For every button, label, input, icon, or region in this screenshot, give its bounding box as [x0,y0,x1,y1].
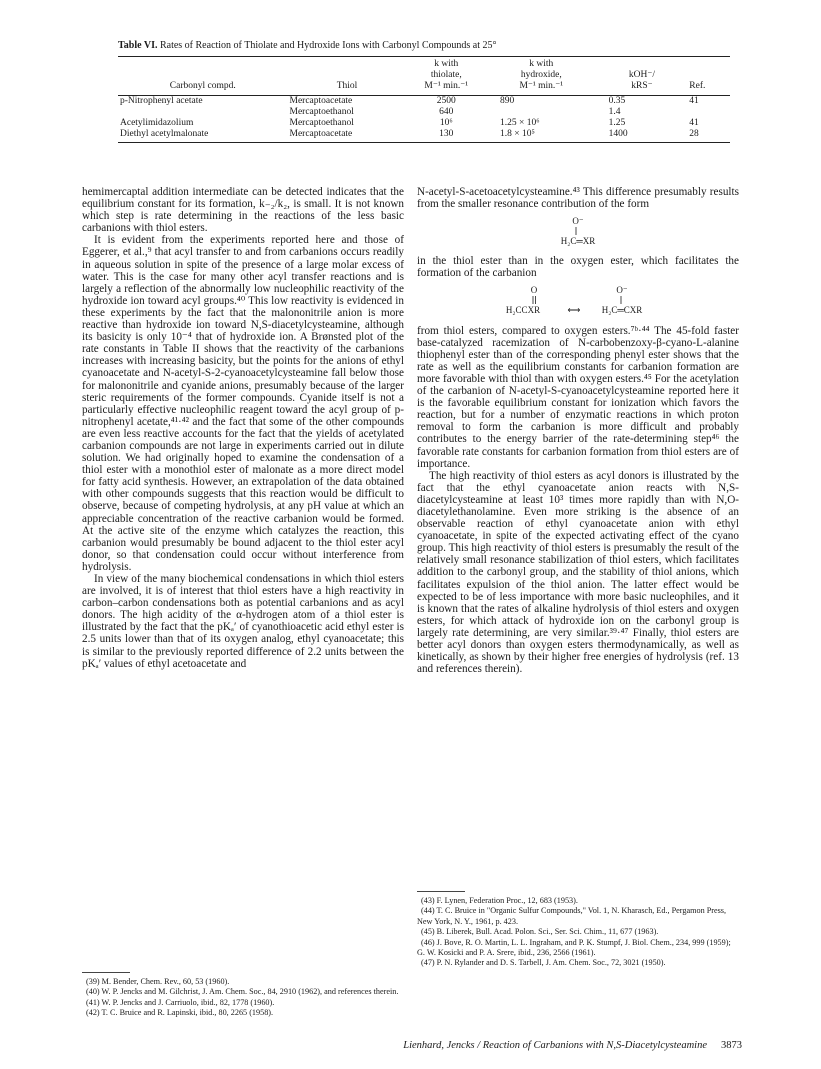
table-caption [118,40,730,52]
table-header-row [118,57,730,93]
paragraph: from thiol esters, compared to oxygen esters.⁷ᵇ·⁴⁴ The 45-fold faster base-catalyzed racemization of N-carbobenzoxy-β-cyano-L-alanine thiophenyl ester than of the corresponding phenyl ester shows that the rate as well as the equilibrium constants for carbanion formation are more favorable with thiol than with oxygen esters.⁴⁵ For the acetylation of the carbanion of N-acetyl-S-cyanoacetylcysteamine reported here it is the favorable equilibrium constant for ionization which favors the reaction, but for a number of enzymatic reactions in which proton removal to form the carbanion is more difficult and probably contributes to the energy barrier of the rate-determining step⁴⁶ the favorable rate constants for carbanion formation from thiol esters are of importance. [417,324,739,470]
header-compound: Carbonyl compd. [169,81,236,91]
footnote-rule [82,972,130,973]
struct2-right-top-label: O⁻ [616,285,628,296]
cell-k-thiolate: 640 [439,107,454,117]
cell-k-hydroxide [486,107,599,118]
left-column [82,186,404,670]
header-ref: Ref. [689,81,706,91]
cell-ref: 41 [689,96,699,106]
cell-k-thiolate: 130 [439,129,454,139]
table-vi [118,40,730,143]
resonance-arrow: ⟷ [567,305,581,316]
footnote: (47) P. N. Rylander and D. S. Tarbell, J. Am. Chem. Soc., 72, 3021 (1950). [421,958,666,968]
cell-ratio: 1.4 [608,107,621,117]
struct1-bottom-label: H₂C═XR [560,236,596,247]
footnote: (41) W. P. Jencks and J. Carriuolo, ibid., 82, 1778 (1960). [86,997,275,1007]
table-bottom-rule [118,142,730,143]
page-number: 3873 [721,1040,742,1051]
header-thiol: Thiol [336,81,358,91]
cell-ref: 41 [689,118,699,128]
cell-k-hydroxide: 1.8 × 10⁵ [499,129,535,139]
struct2-left-top-label: O [530,285,538,296]
cell-ref: 28 [689,129,699,139]
table-row [118,118,730,129]
resonance-form-drawing [543,214,613,246]
right-column [417,186,739,675]
carbanion-resonance-structure [417,283,739,318]
rates-table [118,57,730,140]
footnote-rule [417,891,465,892]
paragraph: in the thiol ester than in the oxygen ester, which facilitates the formation of the carbanion [417,255,739,280]
paragraph: The high reactivity of thiol esters as acyl donors is illustrated by the fact that the ethyl cyanoacetate anion reacts with N,S-diacetylcysteamine at least 10³ times more rapidly than with N,O-diacetylethanolamine. Even more striking is the absence of an observable reaction of ethyl cyanoacetate anion with ethyl cyanoacetate, in spite of the expected activating effect of the cyano group. This high reactivity of thiol esters is presumably the result of the relatively small resonance stabilization of thiol esters, which facilitates addition to the carbonyl group, and the stability of thiol anions, which facilitates expulsion of the thiol anion. The latter effect would be expected to be of less importance with more basic nucleophiles, and it is known that the rates of alkaline hydrolysis of thiol esters and oxygen esters, for which attack of hydroxide ion on the carbonyl group is largely rate determining, are very similar.³⁹·⁴⁷ Finally, thiol esters are better acyl donors than oxygen esters thermodynamically, as well as kinetically, as shown by their higher free energies of hydrolysis (ref. 13 and references therein). [417,469,739,676]
cell-ref [687,107,730,118]
cell-thiol: Mercaptoethanol [289,107,354,117]
footnote: (42) T. C. Bruice and R. Lapinski, ibid., 80, 2265 (1958). [86,1008,274,1018]
resonance-form-structure [417,214,739,249]
cell-thiol: Mercaptoethanol [289,118,354,128]
cell-ratio: 1400 [608,129,628,139]
carbanion-resonance-drawing [488,283,668,315]
footnotes-left [82,972,404,1019]
cell-compound: Diethyl acetylmalonate [120,129,209,139]
cell-k-thiolate: 2500 [436,96,456,106]
footnotes-right [417,891,739,969]
cell-compound [118,107,288,118]
cell-thiol: Mercaptoacetate [289,96,353,106]
cell-compound: p-Nitrophenyl acetate [120,96,203,106]
table-row [118,107,730,118]
cell-ratio: 0.35 [608,96,626,106]
cell-k-hydroxide: 1.25 × 10⁶ [499,118,540,128]
footnote: (46) J. Bove, R. O. Martin, L. L. Ingraham, and P. K. Stumpf, J. Biol. Chem., 234, 999 (1959); G. W. Kosicki and P. A. Srere, ibid., 236, 2566 (1961). [417,937,731,958]
paragraph: It is evident from the experiments reported here and those of Eggerer, et al.,⁹ that acyl transfer to and from carbanions occurs readily in aqueous solution in spite of the presence of a large molar excess of water. This is the case for many other acyl transfer reactions and is largely a reflection of the abnormally low nucleophilic reactivity of the hydroxide ion toward acyl groups.⁴⁰ This low reactivity is evidenced in these experiments by the fact that the malononitrile anion is more reactive than hydroxide ion toward N,S-diacetylcysteamine, although its basicity is only 10⁻⁴ that of hydroxide ion. A Brønsted plot of the rate constants in Table II shows that the reactivity of the carbanions increases with increasing basicity, but the points for the anions of ethyl cyanoacetate and N-acetyl-S-2-cyanoacetylcysteamine fall below those for malononitrile and cyanide anions, presumably because of the larger steric requirements of the former compounds. Cyanide itself is not a particularly effective nucleophilic reagent toward the acyl group of p-nitrophenyl acetate,⁴¹·⁴² and the fact that some of the other compounds are even less reactive accounts for the fact that the yields of acetylated carbanion compounds are not large in experiments carried out in dilute solution. We had originally hoped to examine the condensation of a thiol ester with a monothiol ester of malonate as a more direct model for fatty acid synthesis. However, an extrapolation of the data obtained with other compounds suggests that this reaction would be difficult to observe, because of competing hydrolysis, at any pH value at which an appreciable concentration of the reactive carbanion would be formed. At the active site of the enzyme which catalyzes the reaction, this carbanion would presumably be bound adjacent to the thiol ester acyl donor, so that condensation could occur without interference from hydrolysis. [82,234,404,573]
cell-k-hydroxide: 890 [499,96,515,106]
table-label: Table VI. [118,40,158,51]
header-rate-ratio: kOH⁻/ kRS⁻ [628,70,656,91]
paragraph: In view of the many biochemical condensations in which thiol esters are involved, it is of interest that thiol esters have a high reactivity in carbon–carbon condensations both as potential carbanions and as acyl donors. The high acidity of the α-hydrogen atom of a thiol ester is illustrated by the fact that the pKₐ′ of cyanothioacetic acid ethyl ester is 2.5 units lower than that of its oxygen analog, ethyl cyanoacetate; this is similar to the previously reported difference of 2.2 units between the pKₐ′ values of ethyl acetoacetate and [82,573,404,670]
paragraph: N-acetyl-S-acetoacetylcysteamine.⁴³ This difference presumably results from the smaller resonance contribution of the form [417,186,739,211]
footnote: (43) F. Lynen, Federation Proc., 12, 683 (1953). [421,896,578,905]
cell-compound: Acetylimidazolium [120,118,194,128]
table-row [118,129,730,140]
cell-k-thiolate: 10⁶ [439,118,453,128]
footnote: (40) W. P. Jencks and M. Gilchrist, J. Am. Chem. Soc., 84, 2910 (1962), and references therein. [86,987,399,997]
table-title: Rates of Reaction of Thiolate and Hydroxide Ions with Carbonyl Compounds at 25° [159,40,497,51]
footnote: (39) M. Bender, Chem. Rev., 60, 53 (1960). [86,977,230,986]
paragraph: hemimercaptal addition intermediate can be detected indicates that the equilibrium constant for its formation, k₋₂/k₂, is small. It is not known which step is rate determining in the reactions of the less basic carbanions with thiol esters. [82,186,404,235]
header-k-thiolate: k with thiolate, M⁻¹ min.⁻¹ [424,59,469,91]
running-head: Lienhard, Jencks / Reaction of Carbanions with N,S-Diacetylcysteamine [403,1040,707,1051]
footnote: (44) T. C. Bruice in "Organic Sulfur Compounds," Vol. 1, N. Kharasch, Ed., Pergamon Press, New York, N. Y., 1961, p. 423. [417,906,727,926]
table-row [118,96,730,107]
struct1-top-label: O⁻ [572,216,584,227]
cell-thiol: Mercaptoacetate [289,129,353,139]
cell-ratio: 1.25 [608,118,626,128]
struct2-left-bottom-label: H₂CCXR [505,305,541,316]
page-footer [390,1040,742,1051]
struct2-right-bottom-label: H₂C═CXR [601,305,643,316]
footnote: (45) B. Liberek, Bull. Acad. Polon. Sci., Ser. Sci. Chim., 11, 677 (1963). [421,927,659,937]
header-k-hydroxide: k with hydroxide, M⁻¹ min.⁻¹ [519,59,564,91]
